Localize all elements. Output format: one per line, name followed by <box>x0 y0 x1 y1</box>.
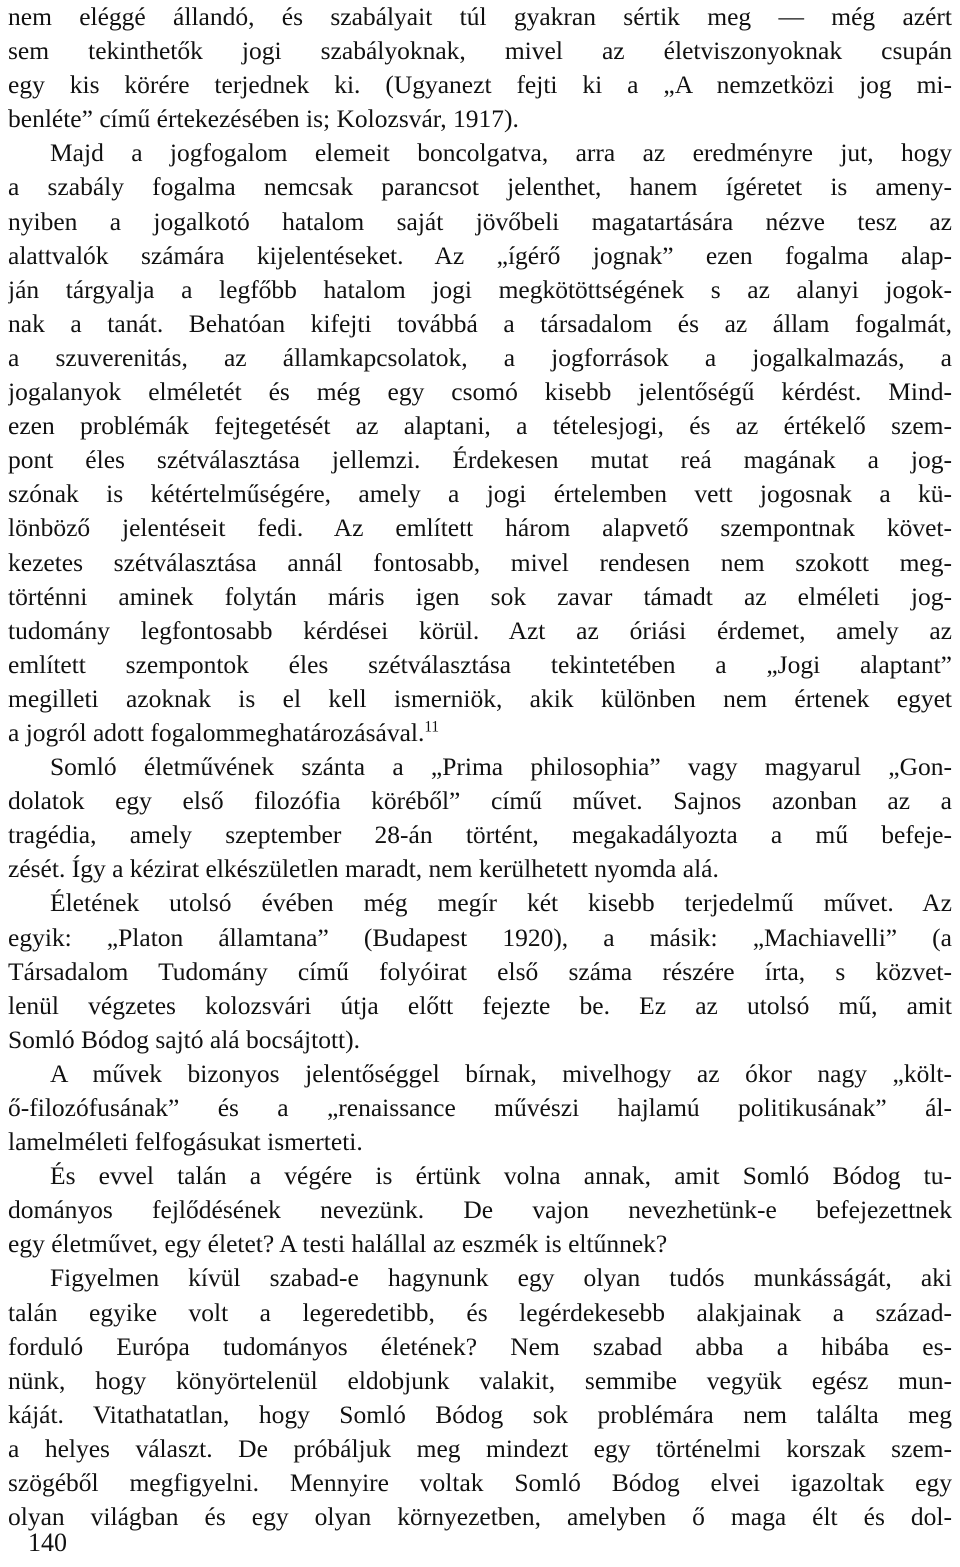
text-line <box>8 1193 952 1227</box>
text-line-content: dolatok egy első filozófia köréből” című művet. Sajnos azonban az a <box>8 786 952 816</box>
text-line <box>8 34 952 68</box>
text-line-content: káját. Vitathatatlan, hogy Somló Bódog sok problémára nem találta meg <box>8 1399 952 1429</box>
text-line <box>8 989 952 1023</box>
text-line <box>8 136 952 170</box>
text-line <box>8 511 952 545</box>
text-line <box>8 1159 952 1193</box>
text-line <box>8 1364 952 1398</box>
text-line-content: nünk, hogy könyörtelenül eldobjunk valakit, semmibe vegyük egész mun- <box>8 1365 952 1395</box>
text-line <box>8 341 952 375</box>
text-line-content: dományos fejlődésének nevezünk. De vajon nevezhetünk-e befejezettnek <box>8 1195 952 1225</box>
text-line-content: tragédia, amely szeptember 28-án történt, megakadályozta a mű befeje- <box>8 820 952 850</box>
text-line-content: alattvalók számára kijelentéseket. Az „ígérő jognak” ezen fogalma alap- <box>8 240 952 270</box>
text-line <box>8 1057 952 1091</box>
text-line <box>8 102 952 136</box>
text-line <box>8 1398 952 1432</box>
text-line <box>8 852 952 886</box>
text-line-content: sem tekinthetők jogi szabályoknak, mivel az életviszonyoknak csupán <box>8 36 952 66</box>
text-line <box>8 307 952 341</box>
text-line <box>8 648 952 682</box>
text-line <box>8 375 952 409</box>
text-line-content: zését. Így a kézirat elkészületlen maradt, nem kerülhetett nyomda alá. <box>8 854 719 884</box>
text-line-content: És evvel talán a végére is értünk volna annak, amit Somló Bódog tu- <box>50 1161 952 1191</box>
body-text <box>8 0 952 1534</box>
text-line-content: egy kis körére terjednek ki. (Ugyanezt fejti ki a „A nemzetközi jog mi- <box>8 70 952 100</box>
text-line <box>8 546 952 580</box>
text-line-content: történni aminek folytán máris igen sok zavar támadt az elméleti jog- <box>8 581 952 611</box>
text-line-content: ján tárgyalja a legfőbb hatalom jogi megkötöttségének s az alanyi jogok- <box>8 274 952 304</box>
text-line-content: lamelméleti felfogásukat ismerteti. <box>8 1127 363 1157</box>
text-line-content: Somló Bódog sajtó alá bocsájtott). <box>8 1024 361 1054</box>
text-line <box>8 273 952 307</box>
text-line-content: szögéből megfigyelni. Mennyire voltak Somló Bódog elvei igazoltak egy <box>8 1468 952 1498</box>
text-line <box>8 477 952 511</box>
text-line-content: egyik: „Platon államtana” (Budapest 1920), a másik: „Machiavelli” (a <box>8 922 952 952</box>
text-line <box>8 614 952 648</box>
text-line <box>8 921 952 955</box>
text-line <box>8 205 952 239</box>
text-line <box>8 716 952 750</box>
text-line <box>8 886 952 920</box>
text-line-content: lönböző jelentéseit fedi. Az említett három alapvető szempontnak követ- <box>8 513 952 543</box>
page-number: 140 <box>28 1528 67 1557</box>
text-line <box>8 818 952 852</box>
text-line-content: a helyes választ. De próbáljuk meg mindezt egy történelmi korszak szem- <box>8 1433 952 1463</box>
text-line-content: talán egyike volt a legeredetibb, és legérdekesebb alakjainak a század- <box>8 1297 952 1327</box>
text-line-content: Majd a jogfogalom elemeit boncolgatva, arra az eredményre jut, hogy <box>50 138 952 168</box>
text-line <box>8 784 952 818</box>
text-line <box>8 1500 952 1534</box>
text-line <box>8 1261 952 1295</box>
text-line-content: benléte” című értekezésében is; Kolozsvár, 1917). <box>8 104 519 134</box>
text-line-content: nak a tanát. Behatóan kifejti továbbá a társadalom és az állam fogalmát, <box>8 308 952 338</box>
text-line <box>8 0 952 34</box>
text-line-content: Társadalom Tudomány című folyóirat első száma részére írta, s közvet- <box>8 956 952 986</box>
text-line <box>8 955 952 989</box>
footnote-reference: 11 <box>424 718 440 736</box>
text-line <box>8 580 952 614</box>
text-line <box>8 170 952 204</box>
text-line <box>8 1466 952 1500</box>
text-line-content: szónak is kétértelműségére, amely a jogi értelemben vett jogosnak a kü- <box>8 479 952 509</box>
text-line <box>8 1125 952 1159</box>
text-line <box>8 409 952 443</box>
text-line <box>8 68 952 102</box>
text-line-content: tudomány legfontosabb kérdései körül. Azt az óriási érdemet, amely az <box>8 615 952 645</box>
text-line <box>8 682 952 716</box>
text-line-content: olyan világban és egy olyan környezetben, amelyben ő maga élt és dol- <box>8 1502 952 1532</box>
text-line <box>8 1091 952 1125</box>
text-line-content: lenül végzetes kolozsvári útja előtt fejezte be. Ez az utolsó mű, amit <box>8 990 952 1020</box>
text-line <box>8 1296 952 1330</box>
text-line-content: megilleti azoknak is el kell ismerniök, akik különben nem értenek egyet <box>8 683 952 713</box>
text-line-content: a szuverenitás, az államkapcsolatok, a jogforrások a jogalkalmazás, a <box>8 342 952 372</box>
text-line <box>8 1227 952 1261</box>
text-line-content: Életének utolsó évében még megír két kisebb terjedelmű művet. Az <box>50 888 952 918</box>
text-line-content: a szabály fogalma nemcsak parancsot jelenthet, hanem ígéretet is ameny- <box>8 172 952 202</box>
text-line-content: jogalanyok elméletét és még egy csomó kisebb jelentőségű kérdést. Mind- <box>8 377 952 407</box>
text-line-content: ő-filozófusának” és a „renaissance művészi hajlamú politikusának” ál- <box>8 1093 952 1122</box>
text-line <box>8 239 952 273</box>
text-line-content: nyiben a jogalkotó hatalom saját jövőbeli magatartására nézve tesz az <box>8 206 952 236</box>
text-line-content: A művek bizonyos jelentőséggel bírnak, mivelhogy az ókor nagy „költ- <box>50 1058 952 1088</box>
text-line <box>8 1023 952 1057</box>
text-line-content: forduló Európa tudományos életének? Nem szabad abba a hibába es- <box>8 1331 952 1361</box>
text-line-content: kezetes szétválasztása annál fontosabb, mivel rendesen nem szokott meg- <box>8 547 952 577</box>
text-line-content: nem eléggé állandó, és szabályait túl gyakran sértik meg — még azért <box>8 2 952 31</box>
text-line <box>8 750 952 784</box>
text-line <box>8 1432 952 1466</box>
text-line-content: a jogról adott fogalommeghatározásával. <box>8 717 425 747</box>
text-line-content: Figyelmen kívül szabad-e hagynunk egy olyan tudós munkásságát, aki <box>50 1263 952 1293</box>
text-line <box>8 443 952 477</box>
text-line-content: pont éles szétválasztása jellemzi. Érdekesen mutat reá magának a jog- <box>8 445 952 475</box>
text-line-content: Somló életművének szánta a „Prima philosophia” vagy magyarul „Gon- <box>50 752 952 782</box>
text-line-content: egy életművet, egy életet? A testi halállal az eszmék is eltűnnek? <box>8 1229 668 1259</box>
text-line <box>8 1330 952 1364</box>
text-line-content: említett szempontok éles szétválasztása tekintetében a „Jogi alaptant” <box>8 649 952 679</box>
text-line-content: ezen problémák fejtegetését az alaptani, a tételesjogi, és az értékelő szem- <box>8 411 952 441</box>
